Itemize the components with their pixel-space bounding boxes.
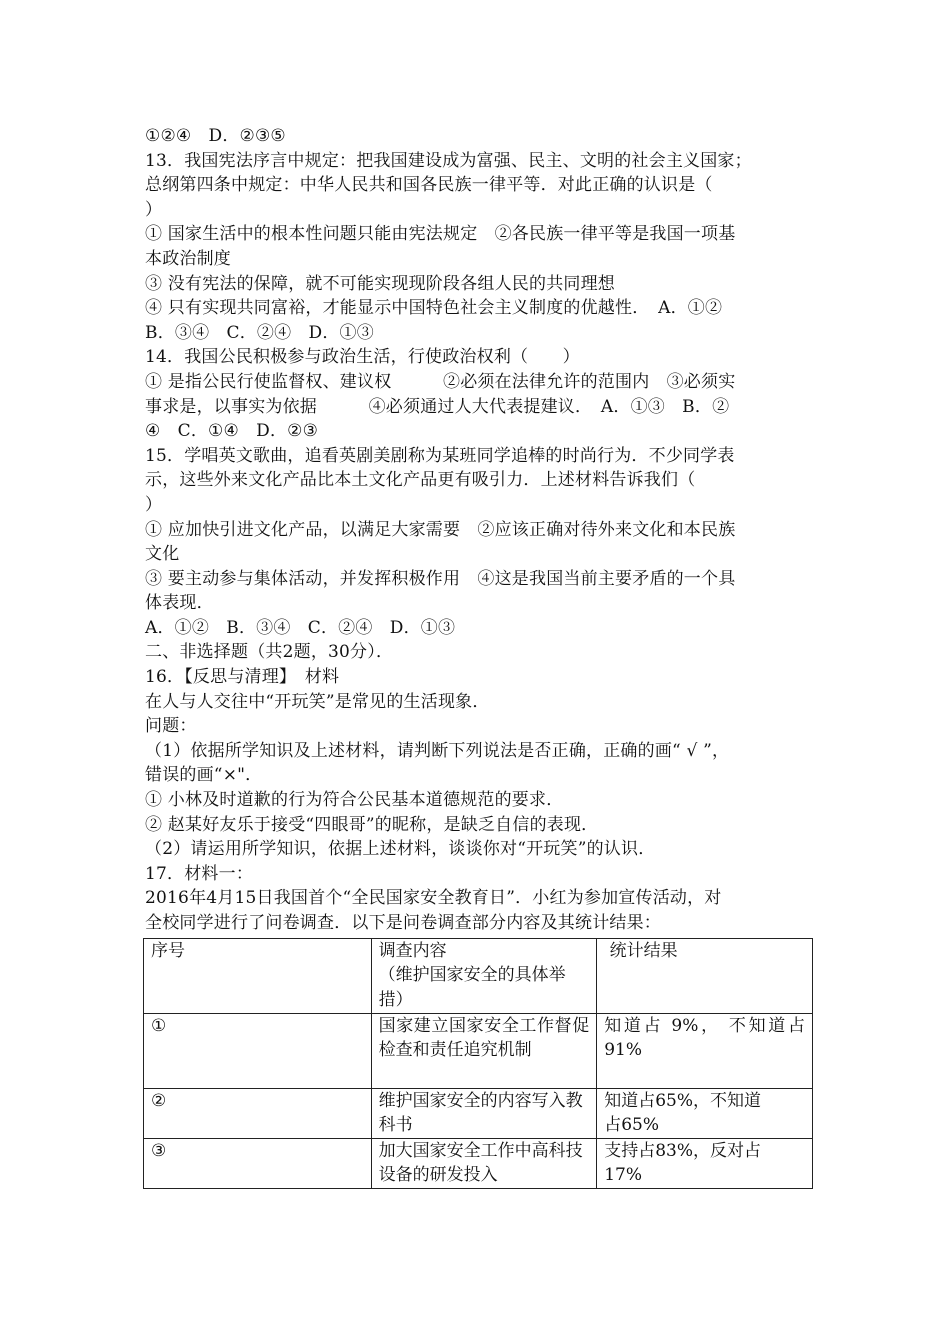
text-line: 问题： [145,716,197,737]
option-line: ④ 只有实现共同富裕，才能显示中国特色社会主义制度的优越性． A．①② [145,298,723,319]
table-cell: ① [144,1013,372,1088]
text-line: 错误的画“×"． [145,765,263,786]
text-line: （1）依据所学知识及上述材料，请判断下列说法是否正确，正确的画“ √ ”， [145,740,730,761]
answer-choices: ④ C．①④ D．②③ [145,421,319,442]
section-heading: 二、非选择题（共2题，30分）． [145,642,394,663]
header-cell: 统计结果 [597,938,813,1013]
option-line: ① 国家生活中的根本性问题只能由宪法规定 ②各民族一律平等是我国一项基 [145,224,736,245]
text-line: 在人与人交往中“开玩笑”是常见的生活现象． [145,691,490,712]
text-line: 体表现． [145,593,214,614]
text-line: 事求是，以事实为依据 ④必须通过人大代表提建议． A．①③ B．② [145,396,730,417]
answer-choices: B．③④ C．②④ D．①③ [145,322,374,343]
survey-table [143,938,813,1189]
table-row [144,1013,813,1088]
table-cell: 知道占65%，不知道 占65% [597,1088,813,1138]
text-line: ） [145,494,163,515]
question-17-line: 17．材料一： [145,863,254,884]
question-16-line: 16．【反思与清理】 材料 [145,667,340,688]
document-page [145,124,815,1189]
option-line: ① 小林及时道歉的行为符合公民基本道德规范的要求． [145,790,564,811]
question-14-line: 14．我国公民积极参与政治生活，行使政治权利（ ） [145,347,580,368]
table-row [144,1088,813,1138]
table-cell: 知道占 9%， 不知道占91% [597,1013,813,1088]
text-line: ） [145,199,163,220]
question-15-line: 15．学唱英文歌曲，追看英剧美剧称为某班同学追棒的时尚行为．不少同学表 [145,445,735,466]
option-line: ③ 要主动参与集体活动，并发挥积极作用 ④这是我国当前主要矛盾的一个具 [145,568,736,589]
header-cell: 序号 [144,938,372,1013]
table-cell: 国家建立国家安全工作督促检查和责任追究机制 [371,1013,597,1088]
table-cell: 维护国家安全的内容写入教科书 [371,1088,597,1138]
option-line: ① 是指公民行使监督权、建议权 ②必须在法律允许的范围内 ③必须实 [145,371,736,392]
option-line: ③ 没有宪法的保障，就不可能实现现阶段各组人民的共同理想 [145,273,616,294]
header-cell: 调查内容 （维护国家安全的具体举措） [371,938,597,1013]
text-line: 总纲第四条中规定：中华人民共和国各民族一律平等．对此正确的认识是（ [145,175,713,196]
option-line: ② 赵某好友乐于接受“四眼哥”的昵称，是缺乏自信的表现． [145,814,599,835]
table-cell: ② [144,1088,372,1138]
option-line: ① 应加快引进文化产品，以满足大家需要 ②应该正确对待外来文化和本民族 [145,519,736,540]
text-line: （2）请运用所学知识，依据上述材料，谈谈你对“开玩笑”的认识． [145,839,656,860]
question-13-line: 13．我国宪法序言中规定：把我国建设成为富强、民主、文明的社会主义国家； [145,150,752,171]
table-row [144,1138,813,1188]
table-cell: 支持占83%，反对占 17% [597,1138,813,1188]
text-line: 本政治制度 [145,248,231,269]
text-line: 2016年4月15日我国首个“全民国家安全教育日”．小红为参加宣传活动，对 [145,888,722,909]
text-line: 示，这些外来文化产品比本土文化产品更有吸引力．上述材料告诉我们（ [145,470,696,491]
text-line: 文化 [145,544,180,565]
text-line: ①②④ D．②③⑤ [145,126,286,146]
table-header-row [144,938,813,1013]
table-cell: 加大国家安全工作中高科技设备的研发投入 [371,1138,597,1188]
text-line: 全校同学进行了问卷调查．以下是问卷调查部分内容及其统计结果： [145,913,661,933]
answer-choices: A．①② B．③④ C．②④ D．①③ [145,617,456,638]
table-cell: ③ [144,1138,372,1188]
